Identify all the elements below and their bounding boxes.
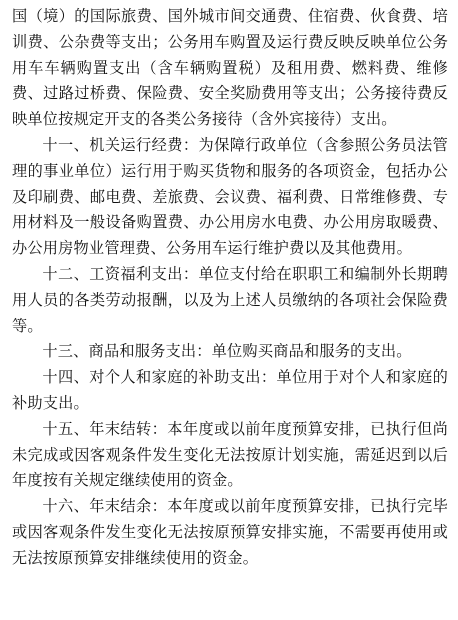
paragraph-item-15: 十五、年末结转：本年度或以前年度预算安排，已执行但尚未完成或因客观条件发生变化无法按原计划实施，需延迟到以后年度按有关规定继续使用的资金。 [12,419,448,490]
paragraph-item-13: 十三、商品和服务支出：单位购买商品和服务的支出。 [42,342,412,361]
paragraph-item-16: 十六、年末结余：本年度或以前年度预算安排，已执行完毕或因客观条件发生变化无法按原预算安排实施，不需要再使用或无法按原预算安排继续使用的资金。 [12,497,448,567]
paragraph-continued: 国（境）的国际旅费、国外城市间交通费、住宿费、伙食费、培训费、公杂费等支出；公务用车购置及运行费反映反映单位公务用车车辆购置支出（含车辆购置税）及租用费、燃料费、维修费、过路过桥费、保险费、安全奖励费用等支出；公务接待费反映单位按规定开支的各类公务接待（含外宾接待）支出。 [12,7,448,129]
paragraph-item-11: 十一、机关运行经费：为保障行政单位（含参照公务员法管理的事业单位）运行用于购买货物和服务的各项资金，包括办公及印刷费、邮电费、差旅费、会议费、福利费、日常维修费、专用材料及一般设备购置费、办公用房水电费、办公用房取暖费、办公用房物业管理费、公务用车运行维护费以及其他费用。 [12,135,448,258]
paragraph-item-12: 十二、工资福利支出：单位支付给在职职工和编制外长期聘用人员的各类劳动报酬，以及为上述人员缴纳的各项社会保险费等。 [12,264,448,335]
paragraph-item-14: 十四、对个人和家庭的补助支出：单位用于对个人和家庭的补助支出。 [12,368,448,412]
